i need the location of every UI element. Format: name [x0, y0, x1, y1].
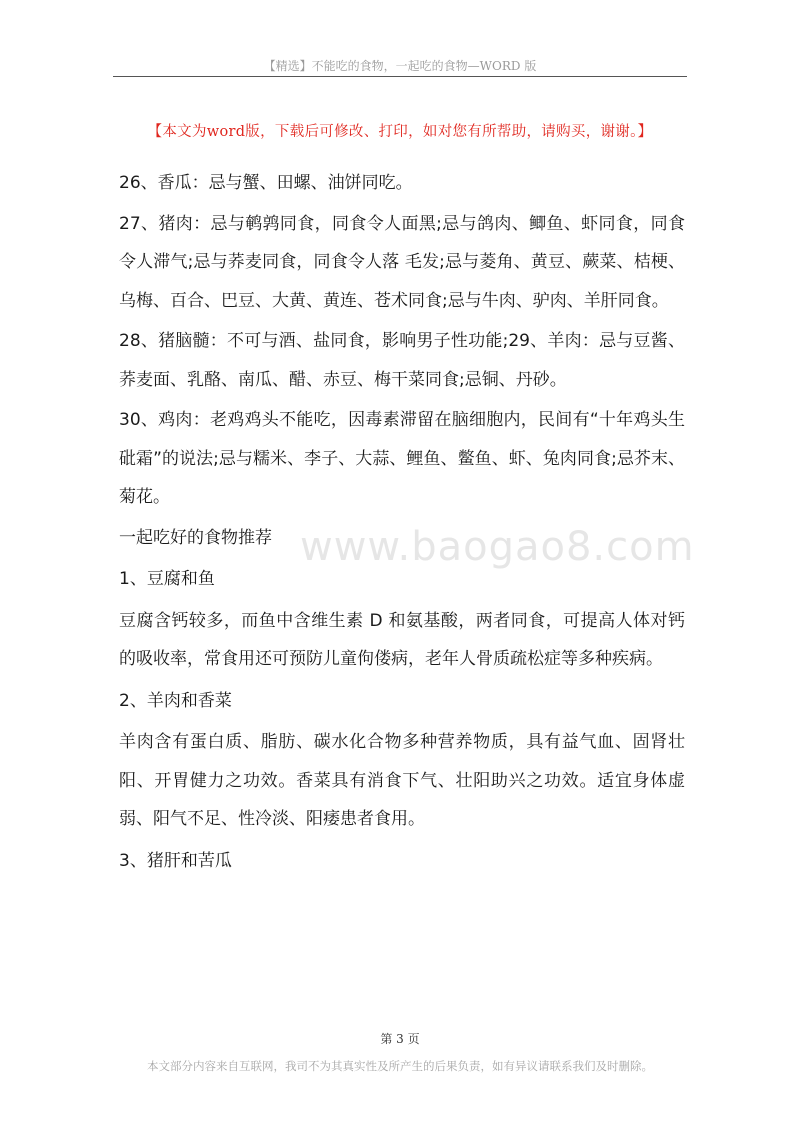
- document-body: [119, 164, 685, 882]
- section-heading-recommended: 一起吃好的食物推荐: [119, 527, 272, 548]
- paragraph-mutton-coriander: 羊肉含有蛋白质、脂肪、碳水化合物多种营养物质，具有益气血、固肾壮阳、开胃健力之功效。香菜具有消食下气、壮阳助兴之功效。适宜身体虚弱、阳气不足、性冷淡、阳痿患者食用。: [119, 732, 685, 829]
- paragraph-30-chicken: 30、鸡肉：老鸡鸡头不能吃，因毒素滞留在脑细胞内，民间有“十年鸡头生砒霜”的说法;忌与糯米、李子、大蒜、鲤鱼、鳖鱼、虾、兔肉同食;忌芥末、菊花。: [119, 410, 685, 507]
- header-divider: [113, 76, 687, 77]
- page-footer: 本文部分内容来自互联网，我司不为其真实性及所产生的后果负责，如有异议请联系我们及时删除。: [147, 1059, 653, 1073]
- paragraph-tofu-fish: 豆腐含钙较多，而鱼中含维生素 D 和氨基酸，两者同食，可提高人体对钙的吸收率，常食用还可预防儿童佝偻病，老年人骨质疏松症等多种疾病。: [119, 610, 685, 669]
- page-number: 第 3 页: [380, 1032, 420, 1046]
- paragraph-28-brain-29-mutton: 28、猪脑髓：不可与酒、盐同食，影响男子性功能;29、羊肉：忌与豆酱、荞麦面、乳酪、南瓜、醋、赤豆、梅干菜同食;忌铜、丹砂。: [119, 331, 685, 390]
- paragraph-27-pork: 27、猪肉：忌与鹌鹑同食，同食令人面黑;忌与鸽肉、鲫鱼、虾同食，同食令人滞气;忌与荞麦同食，同食令人落 毛发;忌与菱角、黄豆、蕨菜、桔梗、乌梅、百合、巴豆、大黄、黄连、苍术同食;忌与牛肉、驴肉、羊肝同食。: [119, 213, 685, 311]
- item-heading-tofu-fish: 1、豆腐和鱼: [119, 569, 215, 589]
- page-header: 【精选】不能吃的食物，一起吃的食物—WORD 版: [263, 59, 537, 73]
- item-heading-liver-bittergourd: 3、猪肝和苦瓜: [119, 850, 232, 871]
- item-heading-mutton-coriander: 2、羊肉和香菜: [119, 690, 232, 711]
- purchase-notice: 【本文为word版，下载后可修改、打印，如对您有所帮助，请购买，谢谢。】: [147, 124, 653, 140]
- paragraph-26-melon: 26、香瓜：忌与蟹、田螺、油饼同吃。: [119, 173, 413, 193]
- watermark: www.baogao8.com: [300, 524, 695, 570]
